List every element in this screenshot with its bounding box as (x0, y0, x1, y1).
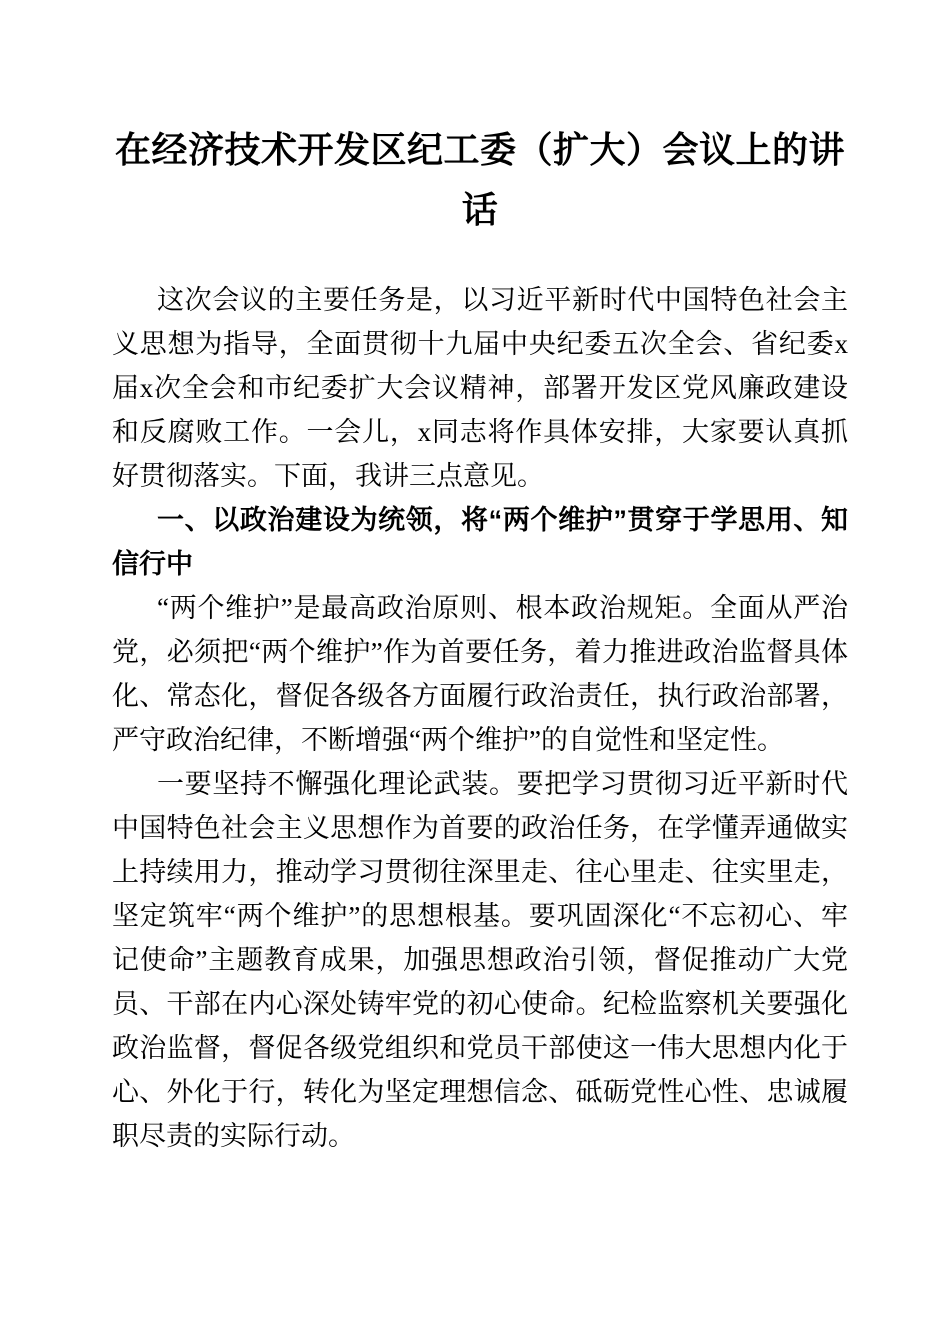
section-heading-1: 一、以政治建设为统领，将“两个维护”贯穿于学思用、知信行中 (112, 505, 848, 579)
paragraph-theory-arming: 一要坚持不懈强化理论武装。要把学习贯彻习近平新时代中国特色社会主义思想作为首要的政治任务，在学懂弄通做实上持续用力，推动学习贯彻往深里走、往心里走、往实里走，坚定筑牢“两个维护”的思想根基。要巩固深化“不忘初心、牢记使命”主题教育成果，加强思想政治引领，督促推动广大党员、干部在内心深处铸牢党的初心使命。纪检监察机关要强化政治监督，督促各级党组织和党员干部使这一伟大思想内化于心、外化于行，转化为坚定理想信念、砥砺党性心性、忠诚履职尽责的实际行动。 (112, 769, 848, 1151)
paragraph-two-safeguards: “两个维护”是最高政治原则、根本政治规矩。全面从严治党，必须把“两个维护”作为首要任务，着力推进政治监督具体化、常态化，督促各级各方面履行政治责任，执行政治部署，严守政治纪律，不断增强“两个维护”的自觉性和坚定性。 (112, 593, 848, 755)
document-title: 在经济技术开发区纪工委（扩大）会议上的讲话 (114, 130, 845, 230)
document-content (112, 0, 848, 1158)
paragraph-intro: 这次会议的主要任务是，以习近平新时代中国特色社会主义思想为指导，全面贯彻十九届中央纪委五次全会、省纪委x届x次全会和市纪委扩大会议精神，部署开发区党风廉政建设和反腐败工作。一会儿，x同志将作具体安排，大家要认真抓好贯彻落实。下面，我讲三点意见。 (112, 285, 848, 491)
